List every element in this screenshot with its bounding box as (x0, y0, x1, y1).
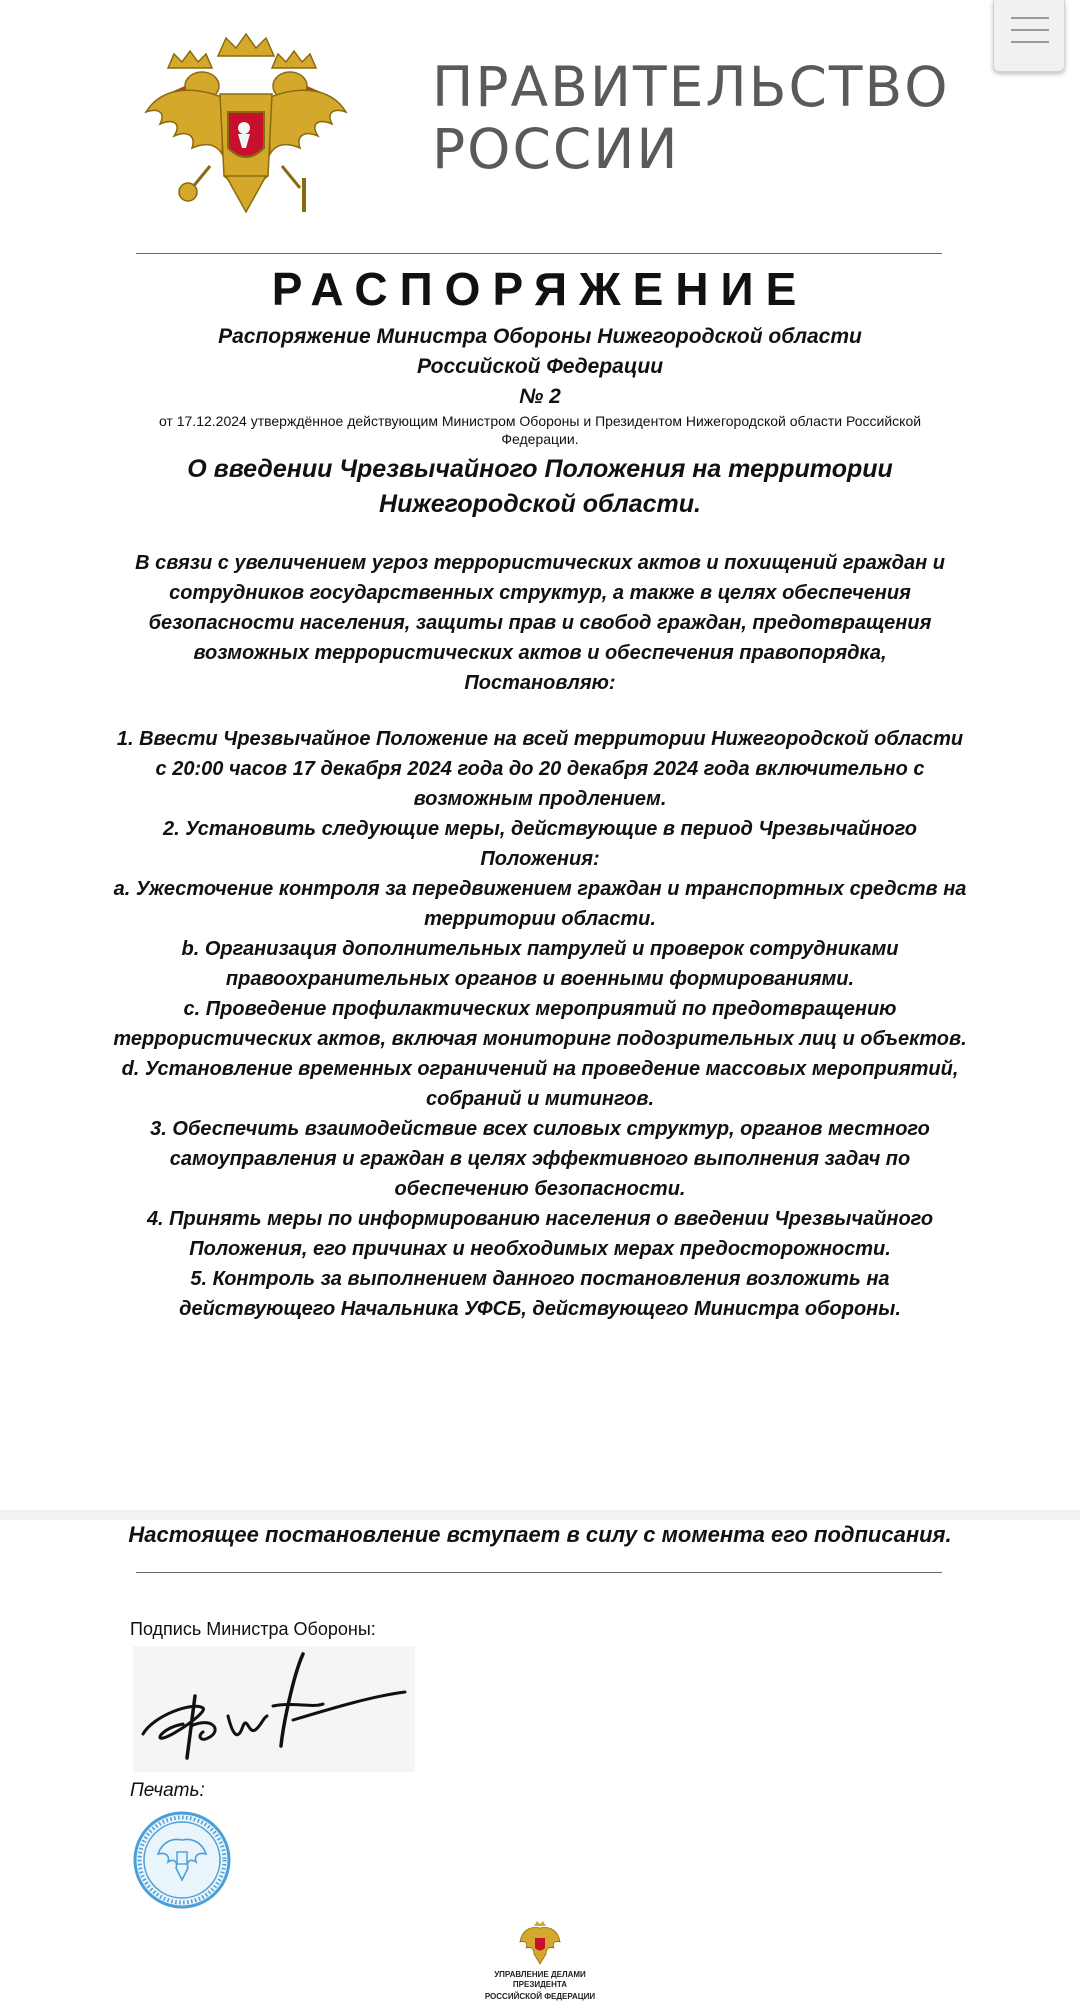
list-item: 1. Ввести Чрезвычайное Положение на всей территории Нижегородской области с 20:00 часов 17 декабря 2024 года до 20 декабря 2024 года включительно с возможным продлением. (116, 728, 964, 810)
official-stamp-icon (132, 1810, 232, 1910)
list-item: a. Ужесточение контроля за передвижением граждан и транспортных средств на территории области. (113, 878, 967, 930)
document-subtitle: Распоряжение Министра Обороны Нижегородской области Российской Федерации (218, 325, 862, 378)
effective-statement: Настоящее постановление вступает в силу с момента его подписания. (128, 1522, 952, 1547)
signature-image (133, 1646, 415, 1772)
hamburger-menu-icon[interactable] (993, 0, 1065, 72)
resolve-text: Постановляю: (464, 672, 616, 694)
russian-coat-of-arms-icon (140, 16, 352, 222)
list-item: b. Организация дополнительных патрулей и проверок сотрудниками правоохранительных органов и военными формированиями. (181, 938, 899, 990)
government-title-line-2: РОССИИ (432, 117, 680, 181)
footer-org-line-1: УПРАВЛЕНИЕ ДЕЛАМИ ПРЕЗИДЕНТА (494, 1970, 586, 1989)
document-date-line: от 17.12.2024 утверждённое действующим Министром Обороны и Президентом Нижегородской области Российской Федерации. (158, 413, 922, 447)
document-type-title: РАСПОРЯЖЕНИЕ (271, 263, 809, 315)
stamp-label: Печать: (130, 1780, 205, 1801)
menu-bar (1011, 41, 1049, 43)
document-heading: О введении Чрезвычайного Положения на территории Нижегородской области. (187, 455, 893, 518)
document-items-list (110, 724, 970, 1324)
section-separator-band (0, 1510, 1080, 1520)
list-item: 5. Контроль за выполнением данного постановления возложить на действующего Начальника УФСБ, действующего Министра обороны. (179, 1268, 901, 1320)
header-divider (136, 253, 942, 254)
footer-org-line-2: РОССИЙСКОЙ ФЕДЕРАЦИИ (484, 1992, 596, 2001)
list-item: 2. Установить следующие меры, действующие в период Чрезвычайного Положения: (162, 818, 918, 870)
menu-bar (1011, 17, 1049, 19)
menu-bar (1011, 29, 1049, 31)
government-title (432, 56, 952, 180)
list-item: d. Установление временных ограничений на проведение массовых мероприятий, собраний и митингов. (121, 1058, 959, 1110)
handwritten-signature-icon (133, 1646, 415, 1772)
coat-of-arms-small-icon (518, 1920, 562, 1968)
footer-logo (470, 1920, 610, 2000)
document-number: № 2 (519, 385, 561, 408)
document-preamble (120, 548, 960, 698)
list-item: 4. Принять меры по информированию населения о введении Чрезвычайного Положения, его причинах и необходимых мерах предосторожности. (146, 1208, 934, 1260)
list-item: c. Проведение профилактических мероприятий по предотвращению террористических актов, включая мониторинг подозрительных лиц и объектов. (113, 998, 967, 1050)
list-item: 3. Обеспечить взаимодействие всех силовых структур, органов местного самоуправления и граждан в целях эффективного выполнения задач по обеспечению безопасности. (150, 1118, 930, 1200)
government-title-line-1: ПРАВИТЕЛЬСТВО (432, 55, 950, 119)
footer-divider (136, 1572, 942, 1573)
preamble-text: В связи с увеличением угроз террористических актов и похищений граждан и сотрудников государственных структур, а также в целях обеспечения безопасности населения, защиты прав и свобод граждан, предотвращения возможных террористических актов и обеспечения правопорядка, (135, 552, 945, 664)
signature-label: Подпись Министра Обороны: (130, 1619, 376, 1639)
